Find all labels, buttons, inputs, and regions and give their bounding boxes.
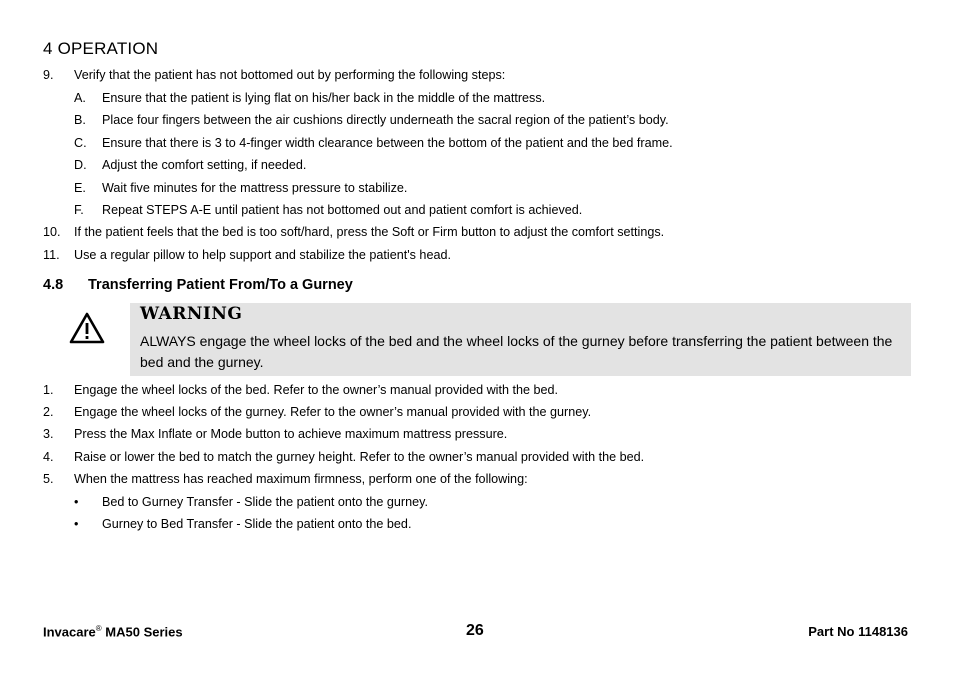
list-item	[74, 157, 306, 173]
list-item	[43, 382, 558, 398]
item-number: 3.	[43, 427, 54, 441]
item-number: 10.	[43, 225, 61, 239]
warning-title: WARNING	[140, 304, 243, 324]
item-number: 5.	[43, 472, 54, 486]
subsection-heading	[43, 277, 353, 293]
list-item	[43, 404, 591, 420]
item-text: Press the Max Inflate or Mode button to achieve maximum mattress pressure.	[74, 427, 508, 441]
part-number: Part No 1148136	[808, 624, 908, 639]
bullet-icon: •	[74, 495, 79, 509]
brand-name: Invacare	[43, 624, 96, 640]
item-text: Engage the wheel locks of the bed. Refer to the owner’s manual provided with the bed.	[74, 383, 558, 397]
item-number: E.	[74, 181, 86, 195]
subsection-number: 4.8	[43, 277, 64, 293]
item-text: Ensure that the patient is lying flat on his/her back in the middle of the mattress.	[102, 91, 546, 105]
series-name: MA50 Series	[101, 624, 183, 640]
item-number: 11.	[43, 248, 60, 262]
item-text: Bed to Gurney Transfer - Slide the patient onto the gurney.	[102, 495, 428, 509]
registered-mark: ®	[95, 624, 102, 633]
warning-triangle-icon	[68, 311, 106, 345]
item-text: Engage the wheel locks of the gurney. Refer to the owner’s manual provided with the gurney.	[74, 405, 592, 419]
list-item	[43, 426, 507, 442]
item-text: Place four fingers between the air cushions directly underneath the sacral region of the patient’s body.	[102, 113, 669, 127]
item-text: Gurney to Bed Transfer - Slide the patient onto the bed.	[102, 517, 412, 531]
item-number: 2.	[43, 405, 54, 419]
item-number: 1.	[43, 383, 54, 397]
item-text: Adjust the comfort setting, if needed.	[102, 158, 307, 172]
footer-brand	[43, 624, 183, 639]
page-number: 26	[466, 622, 484, 639]
item-text: Ensure that there is 3 to 4-finger width clearance between the bottom of the patient and the bed frame.	[102, 136, 673, 150]
item-text: When the mattress has reached maximum firmness, perform one of the following:	[74, 472, 528, 486]
item-number: B.	[74, 113, 86, 127]
item-text: Use a regular pillow to help support and stabilize the patient's head.	[74, 248, 451, 262]
warning-box	[130, 303, 911, 376]
item-number: D.	[74, 158, 87, 172]
item-text: Verify that the patient has not bottomed out by performing the following steps:	[74, 68, 506, 82]
bullet-icon: •	[74, 517, 79, 531]
item-number: C.	[74, 136, 87, 150]
item-number: 9.	[43, 68, 54, 82]
item-text: Raise or lower the bed to match the gurney height. Refer to the owner’s manual provided with the bed.	[74, 450, 645, 464]
item-text: If the patient feels that the bed is too soft/hard, press the Soft or Firm button to adjust the comfort settings.	[74, 225, 665, 239]
list-item	[74, 202, 582, 218]
list-item	[43, 449, 644, 465]
list-item	[43, 224, 664, 240]
item-number: F.	[74, 203, 84, 217]
item-number: 4.	[43, 450, 54, 464]
list-item	[43, 67, 505, 83]
item-text: Repeat STEPS A-E until patient has not bottomed out and patient comfort is achieved.	[102, 203, 583, 217]
section-title: 4 OPERATION	[43, 39, 159, 58]
list-item	[74, 180, 407, 196]
list-item	[74, 516, 411, 532]
list-item	[74, 112, 669, 128]
subsection-title: Transferring Patient From/To a Gurney	[88, 277, 353, 293]
list-item	[43, 247, 451, 263]
item-number: A.	[74, 91, 86, 105]
item-text: Wait five minutes for the mattress pressure to stabilize.	[102, 181, 408, 195]
warning-text: ALWAYS engage the wheel locks of the bed and the wheel locks of the gurney before transferring the patient between the bed and the gurney.	[140, 333, 893, 370]
list-item	[74, 90, 545, 106]
list-item	[74, 494, 428, 510]
list-item	[74, 135, 673, 151]
list-item	[43, 471, 528, 487]
